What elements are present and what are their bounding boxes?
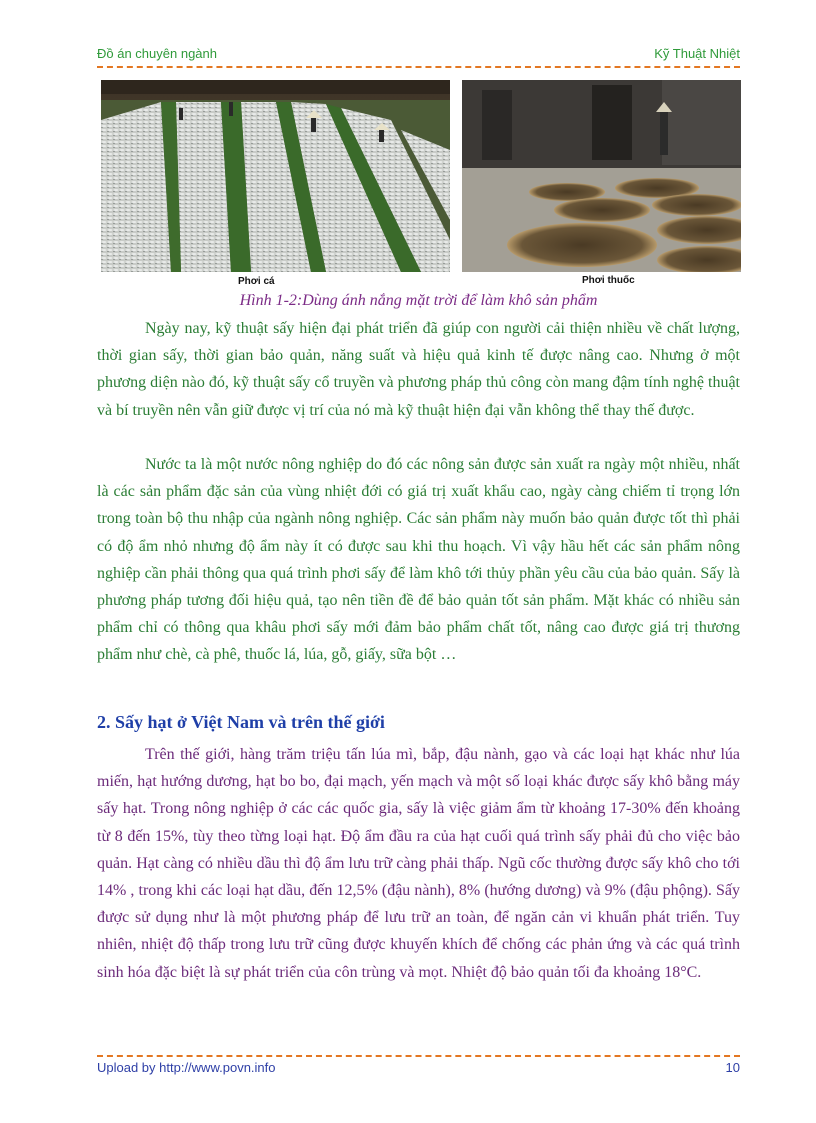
tobacco-photo-label: Phơi thuốc [582,275,635,286]
fish-photo-label: Phơi cá [238,276,275,287]
section-heading: 2. Sấy hạt ở Việt Nam và trên thế giới [97,712,385,732]
page-number: 10 [725,1060,740,1075]
paragraph-modern-drying: Ngày nay, kỹ thuật sấy hiện đại phát triển đã giúp con người cải thiện nhiều về chất lượng, thời gian sấy, thời gian bảo quản, năng suất và hiệu quả kinh tế được nâng cao. Nhưng ở một phương diện nào đó, kỹ thuật sấy cổ truyền và phương pháp thủ công còn mang đậm tính nghệ thuật và bí truyền nên vẫn giữ được vị trí của nó mà kỹ thuật hiện đại vẫn không thể thay thế được. [97,320,740,419]
paragraph-grain-drying: Trên thế giới, hàng trăm triệu tấn lúa mì, bắp, đậu nành, gạo và các loại hạt khác như lúa miến, hạt hướng dương, hạt bo bo, đại mạch, yến mạch và một số loại khác được sấy khô bằng máy sấy hạt. Trong nông nghiệp ở các các quốc gia, sấy là việc giảm ẩm từ khoảng 17-30% đến khoảng từ 8 đến 15%, tùy theo từng loại hạt. Độ ẩm đầu ra của hạt cuối quá trình sấy phải đủ cho việc bảo quản. Hạt càng có nhiều dầu thì độ ẩm lưu trữ càng phải thấp. Ngũ cốc thường được sấy khô cho tới 14% , trong khi các loại hạt dầu, đến 12,5% (đậu nành), 8% (hướng dương) và 9% (đậu phộng). Sấy được sử dụng như là một phương pháp để lưu trữ an toàn, để ngăn cản vi khuẩn phát triển. Tuy nhiên, nhiệt độ thấp trong lưu trữ cũng được khuyến khích để chống các phản ứng và các quá trình sinh hóa đặc biệt là sự phát triển của côn trùng và mọt. Nhiệt độ bảo quản tối đa khoảng 18°C. [97,746,740,981]
footer-upload-link[interactable]: Upload by http://www.povn.info [97,1060,276,1075]
tobacco-drying-photo [462,80,741,272]
page-header [97,46,740,66]
figure-caption: Hình 1-2:Dùng ánh nắng mặt trời để làm khô sản phẩm [239,292,598,309]
header-right-title: Kỹ Thuật Nhiệt [654,46,740,61]
header-left-title: Đồ án chuyên ngành [97,46,217,61]
footer-divider [97,1055,740,1057]
fish-drying-photo [101,80,450,272]
page-footer [97,1060,740,1080]
header-divider [97,66,740,68]
paragraph-agriculture: Nước ta là một nước nông nghiệp do đó các nông sản được sản xuất ra ngày một nhiều, nhất là các sản phẩm đặc sản của vùng nhiệt đới có giá trị xuất khẩu cao, ngày càng chiếm tỉ trọng lớn trong toàn bộ thu nhập của ngành nông nghiệp. Các sản phẩm này muốn bảo quản được tốt thì phải có độ ẩm nhỏ nhưng độ ẩm này ít có được sau khi thu hoạch. Vì vậy hầu hết các sản phẩm nông nghiệp cần phải thông qua quá trình phơi sấy để làm khô tới thủy phần yêu cầu của bảo quản. Sấy là phương pháp tương đối hiệu quả, tạo nên tiền đề để bảo quản tốt sản phẩm. Mặt khác có nhiều sản phẩm chỉ có thông qua khâu phơi sấy mới đảm bảo phẩm chất tốt, nâng cao được giá trị thương phẩm như chè, cà phê, thuốc lá, lúa, gỗ, giấy, sữa bột … [97,456,740,664]
